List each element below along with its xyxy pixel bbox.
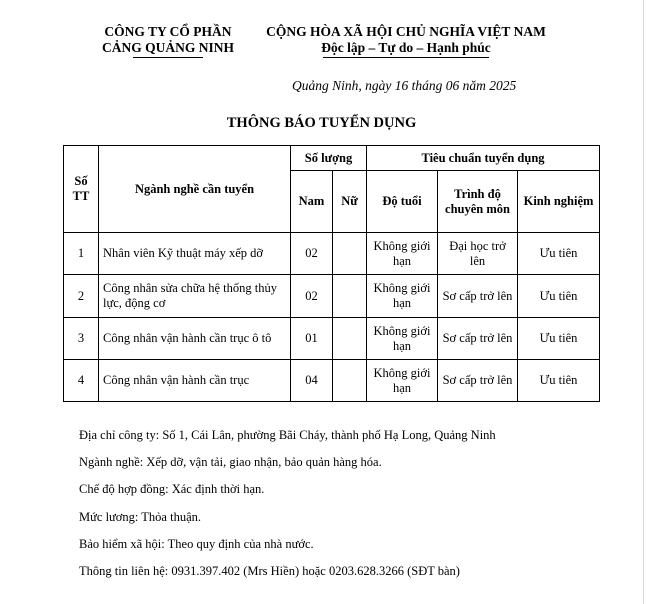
- row-stt: 3: [64, 318, 99, 360]
- motto-underline: [323, 57, 489, 58]
- row-job: Công nhân vận hành cần trục ô tô: [99, 318, 291, 360]
- row-female: [333, 275, 367, 318]
- info-contract: Chế độ hợp đồng: Xác định thời hạn.: [79, 482, 265, 496]
- row-female: [333, 233, 367, 275]
- info-contact: Thông tin liên hệ: 0931.397.402 (Mrs Hiền) hoặc 0203.628.3266 (SĐT bàn): [79, 564, 460, 578]
- nation-title: CỘNG HÒA XÃ HỘI CHỦ NGHĨA VIỆT NAM: [266, 24, 546, 39]
- row-stt: 4: [64, 360, 99, 402]
- page-edge: [643, 0, 644, 604]
- company-underline: [133, 57, 203, 58]
- company-name-line1: CÔNG TY CỔ PHẦN: [104, 24, 232, 39]
- recruitment-table: [63, 145, 600, 402]
- header-job: Ngành nghề cần tuyển: [99, 146, 291, 233]
- table-header-row: [64, 146, 600, 171]
- table-row: [64, 318, 600, 360]
- row-stt: 1: [64, 233, 99, 275]
- table-row: [64, 360, 600, 402]
- row-age: Không giới hạn: [367, 360, 438, 402]
- company-name-line2: CẢNG QUẢNG NINH: [101, 40, 234, 55]
- company-header: [96, 24, 240, 58]
- row-male: 02: [291, 275, 333, 318]
- info-salary: Mức lương: Thỏa thuận.: [79, 510, 201, 524]
- row-age: Không giới hạn: [367, 318, 438, 360]
- row-male: 04: [291, 360, 333, 402]
- table-row: [64, 275, 600, 318]
- row-stt: 2: [64, 275, 99, 318]
- row-education: Sơ cấp trở lên: [438, 318, 518, 360]
- row-experience: Ưu tiên: [518, 360, 600, 402]
- info-address: Địa chỉ công ty: Số 1, Cái Lân, phường Bãi Cháy, thành phố Hạ Long, Quảng Ninh: [79, 428, 496, 442]
- row-experience: Ưu tiên: [518, 275, 600, 318]
- row-job: Công nhân vận hành cần trục: [99, 360, 291, 402]
- info-insurance: Bảo hiểm xã hội: Theo quy định của nhà nước.: [79, 537, 314, 551]
- row-female: [333, 318, 367, 360]
- header-experience: Kinh nghiệm: [518, 171, 600, 233]
- row-education: Sơ cấp trở lên: [438, 360, 518, 402]
- header-female: Nữ: [333, 171, 367, 233]
- row-experience: Ưu tiên: [518, 233, 600, 275]
- row-female: [333, 360, 367, 402]
- header-education: Trình độ chuyên môn: [438, 171, 518, 233]
- header-male: Nam: [291, 171, 333, 233]
- row-male: 01: [291, 318, 333, 360]
- document-title: THÔNG BÁO TUYỂN DỤNG: [226, 115, 417, 131]
- header-criteria: Tiêu chuẩn tuyển dụng: [367, 146, 600, 171]
- row-education: Đại học trở lên: [438, 233, 518, 275]
- table-row: [64, 233, 600, 275]
- row-age: Không giới hạn: [367, 233, 438, 275]
- row-experience: Ưu tiên: [518, 318, 600, 360]
- header-age: Độ tuổi: [367, 171, 438, 233]
- row-male: 02: [291, 233, 333, 275]
- info-business: Ngành nghề: Xếp dỡ, vận tải, giao nhận, bảo quản hàng hóa.: [79, 455, 382, 469]
- nation-motto: Độc lập – Tự do – Hạnh phúc: [321, 40, 491, 55]
- document-date: Quảng Ninh, ngày 16 tháng 06 năm 2025: [292, 78, 517, 93]
- row-job: Nhân viên Kỹ thuật máy xếp dỡ: [99, 233, 291, 275]
- national-header: [262, 24, 550, 58]
- row-age: Không giới hạn: [367, 275, 438, 318]
- row-job: Công nhân sửa chữa hệ thống thủy lực, động cơ: [99, 275, 291, 318]
- header-quantity: Số lượng: [291, 146, 367, 171]
- row-education: Sơ cấp trở lên: [438, 275, 518, 318]
- header-stt: Số TT: [64, 146, 99, 233]
